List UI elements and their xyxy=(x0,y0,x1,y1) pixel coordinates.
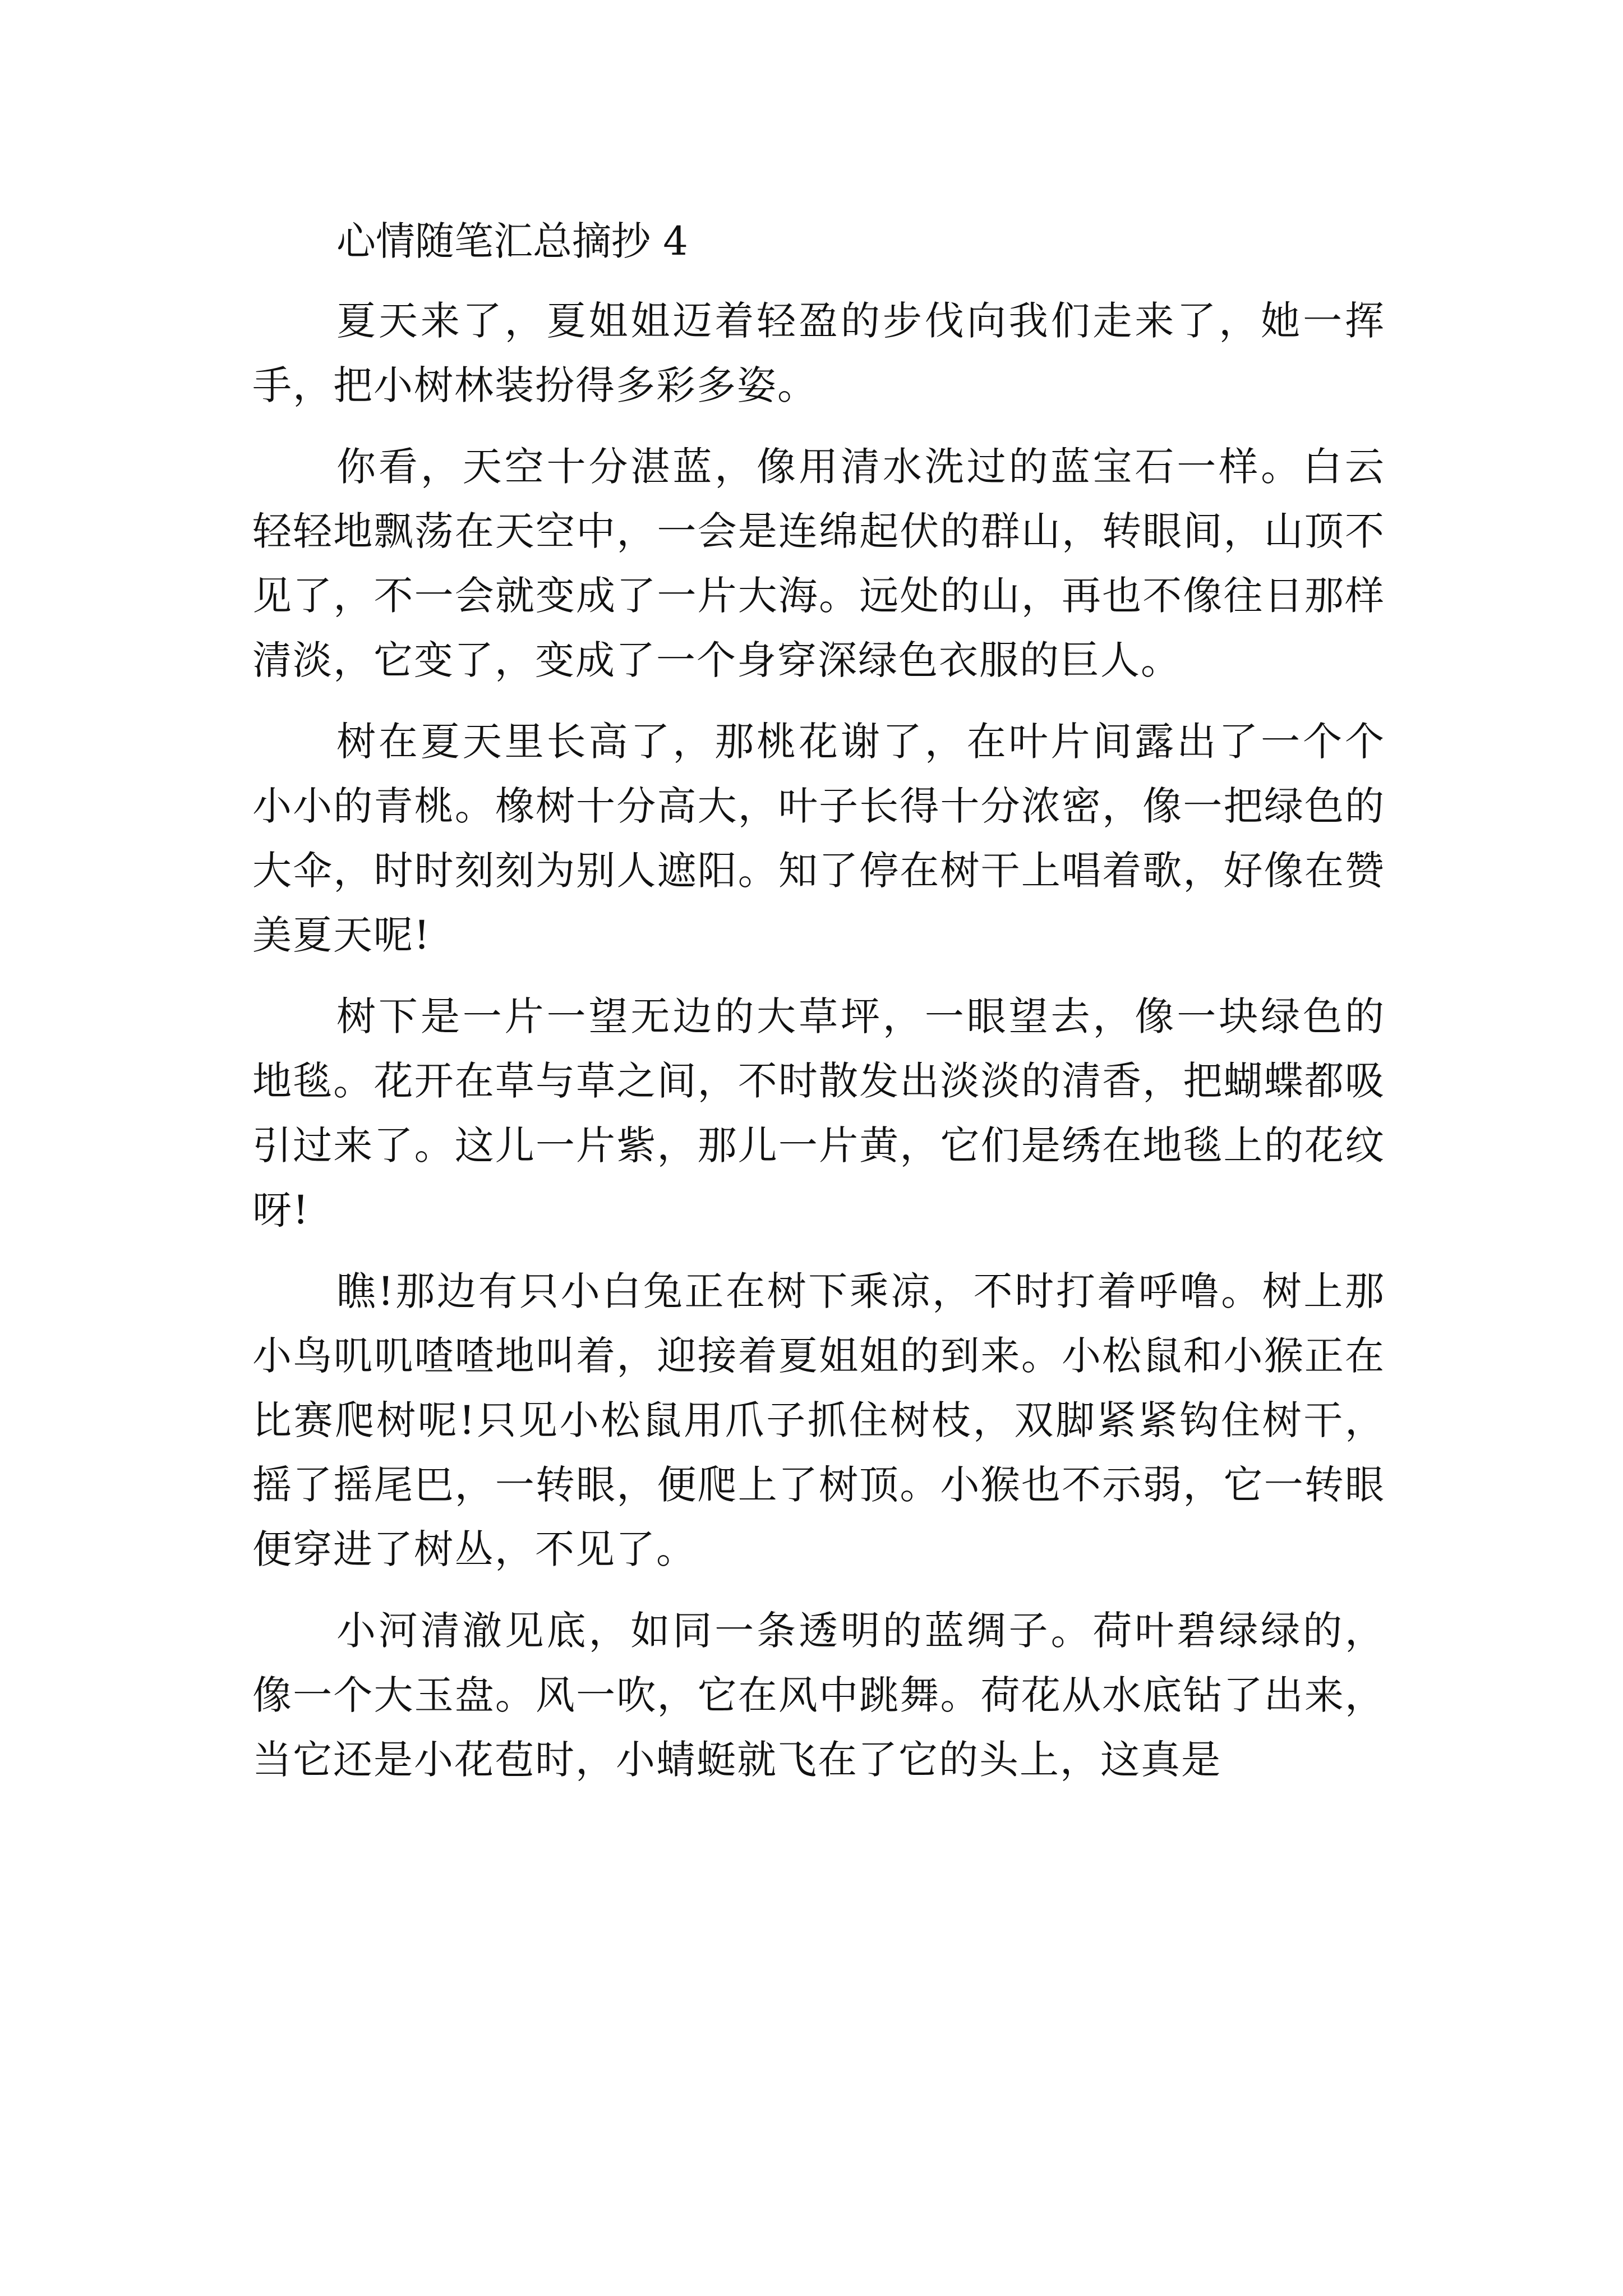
paragraph-5: 瞧!那边有只小白兔正在树下乘凉，不时打着呼噜。树上那小鸟叽叽喳喳地叫着，迎接着夏姐姐的到来。小松鼠和小猴正在比赛爬树呢!只见小松鼠用爪子抓住树枝，双脚紧紧钩住树干，摇了摇尾巴，一转眼，便爬上了树顶。小猴也不示弱，它一转眼便穿进了树丛，不见了。 xyxy=(252,1268,1385,1572)
paragraph-3: 树在夏天里长高了，那桃花谢了，在叶片间露出了一个个小小的青桃。橡树十分高大，叶子长得十分浓密，像一把绿色的大伞，时时刻刻为别人遮阳。知了停在树干上唱着歌，好像在赞美夏天呢! xyxy=(252,719,1385,958)
document-title: 心情随笔汇总摘抄 4 xyxy=(336,218,688,264)
document-body xyxy=(252,213,1385,1792)
paragraph-4: 树下是一片一望无边的大草坪，一眼望去，像一块绿色的地毯。花开在草与草之间，不时散发出淡淡的清香，把蝴蝶都吸引过来了。这儿一片紫，那儿一片黄，它们是绣在地毯上的花纹呀! xyxy=(252,993,1385,1233)
paragraph-2: 你看，天空十分湛蓝，像用清水洗过的蓝宝石一样。白云轻轻地飘荡在天空中，一会是连绵起伏的群山，转眼间，山顶不见了，不一会就变成了一片大海。远处的山，再也不像往日那样清淡，它变了，变成了一个身穿深绿色衣服的巨人。 xyxy=(252,444,1385,683)
paragraph-1: 夏天来了，夏姐姐迈着轻盈的步伐向我们走来了，她一挥手，把小树林装扮得多彩多姿。 xyxy=(252,298,1385,408)
paragraph-6: 小河清澈见底，如同一条透明的蓝绸子。荷叶碧绿绿的，像一个大玉盘。风一吹，它在风中跳舞。荷花从水底钻了出来，当它还是小花苞时，小蜻蜓就飞在了它的头上，这真是 xyxy=(252,1608,1385,1783)
